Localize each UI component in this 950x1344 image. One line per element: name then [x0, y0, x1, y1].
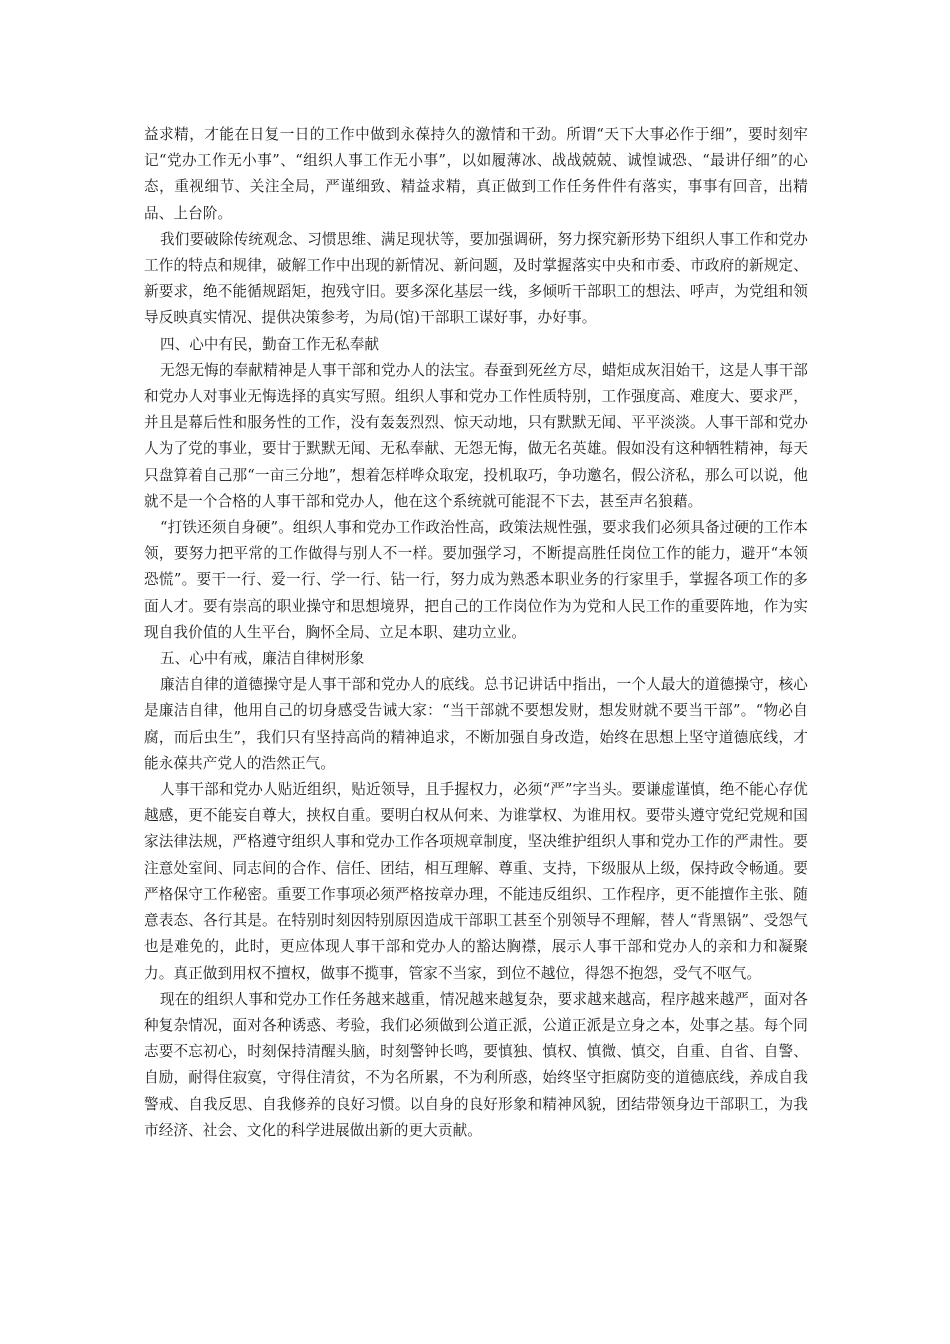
body-paragraph: 益求精，才能在日复一日的工作中做到永葆持久的激情和干劲。所谓“天下大事必作于细”，要时刻牢记“党办工作无小事”、“组织人事工作无小事”，以如履薄冰、战战兢兢、诚惶诚恐、“最讲仔细”的心态，重视细节、关注全局，严谨细致、精益求精，真正做到工作任务件件有落实，事事有回音，出精品、上台阶。 — [144, 126, 808, 222]
document-page — [144, 122, 808, 1144]
body-paragraph: 廉洁自律的道德操守是人事干部和党办人的底线。总书记讲话中指出，一个人最大的道德操守，核心是廉洁自律，他用自己的切身感受告诫大家：“当干部就不要想发财，想发财就不要当干部”。“物必自腐，而后虫生”，我们只有坚持高尚的精神追求，不断加强自身改造，始终在思想上坚守道德底线，才能永葆共产党人的浩然正气。 — [144, 676, 808, 772]
section-heading: 五、心中有戒，廉洁自律树形象 — [160, 650, 365, 668]
body-paragraph: 人事干部和党办人贴近组织，贴近领导，且手握权力，必须“严”字当头。要谦虚谨慎，绝不能心存优越感，更不能妄自尊大，挟权自重。要明白权从何来、为谁掌权、为谁用权。要带头遵守党纪党规和国家法律法规，严格遵守组织人事和党办工作各项规章制度，坚决维护组织人事和党办工作的严肃性。要注意处室间、同志间的合作、信任、团结，相互理解、尊重、支持，下级服从上级，保持政令畅通。要严格保守工作秘密。重要工作事项必须严格按章办理，不能违反组织、工作程序，更不能擅作主张、随意表态、各行其是。在特别时刻因特别原因造成干部职工甚至个别领导不理解，替人“背黑锅”、受怨气也是难免的，此时，更应体现人事干部和党办人的豁达胸襟，展示人事干部和党办人的亲和力和凝聚力。真正做到用权不擅权，做事不揽事，管家不当家，到位不越位，得怨不抱怨，受气不呕气。 — [144, 781, 808, 982]
body-paragraph: 无怨无悔的奉献精神是人事干部和党办人的法宝。春蚕到死丝方尽，蜡炬成灰泪始干，这是人事干部和党办人对事业无悔选择的真实写照。组织人事和党办工作性质特别，工作强度高、难度大、要求严，并且是幕后性和服务性的工作，没有轰轰烈烈、惊天动地，只有默默无闻、平平淡淡。人事干部和党办人为了党的事业，要甘于默默无闻、无私奉献、无怨无悔，做无名英雄。假如没有这种牺牲精神，每天只盘算着自己那“一亩三分地”，想着怎样哗众取宠，投机取巧，争功邀名，假公济私，那么可以说，他就不是一个合格的人事干部和党办人，他在这个系统就可能混不下去，甚至声名狼藉。 — [144, 361, 808, 510]
section-heading: 四、心中有民，勤奋工作无私奉献 — [160, 335, 379, 353]
body-paragraph: “打铁还须自身硬”。组织人事和党办工作政治性高，政策法规性强，要求我们必须具备过硬的工作本领，要努力把平常的工作做得与别人不一样。要加强学习，不断提高胜任岗位工作的能力，避开“本领恐慌”。要干一行、爱一行、学一行、钻一行，努力成为熟悉本职业务的行家里手，掌握各项工作的多面人才。要有崇高的职业操守和思想境界，把自己的工作岗位作为为党和人民工作的重要阵地，作为实现自我价值的人生平台，胸怀全局、立足本职、建功立业。 — [144, 519, 808, 641]
body-paragraph: 现在的组织人事和党办工作任务越来越重，情况越来越复杂，要求越来越高，程序越来越严，面对各种复杂情况，面对各种诱惑、考验，我们必须做到公道正派，公道正派是立身之本，处事之基。每个同志要不忘初心，时刻保持清醒头脑，时刻警钟长鸣，要慎独、慎权、慎微、慎交，自重、自省、自警、自励，耐得住寂寞，守得住清贫，不为名所累，不为利所惑，始终坚守拒腐防变的道德底线，养成自我警戒、自我反思、自我修养的良好习惯。以自身的良好形象和精神风貌，团结带领身边干部职工，为我市经济、社会、文化的科学进展做出新的更大贡献。 — [144, 990, 808, 1139]
body-paragraph: 我们要破除传统观念、习惯思维、满足现状等，要加强调研，努力探究新形势下组织人事工作和党办工作的特点和规律，破解工作中出现的新情况、新问题，及时掌握落实中央和市委、市政府的新规定、新要求，绝不能循规蹈矩，抱残守旧。要多深化基层一线，多倾听干部职工的想法、呼声，为党组和领导反映真实情况、提供决策参考，为局(馆)干部职工谋好事，办好事。 — [144, 230, 808, 327]
